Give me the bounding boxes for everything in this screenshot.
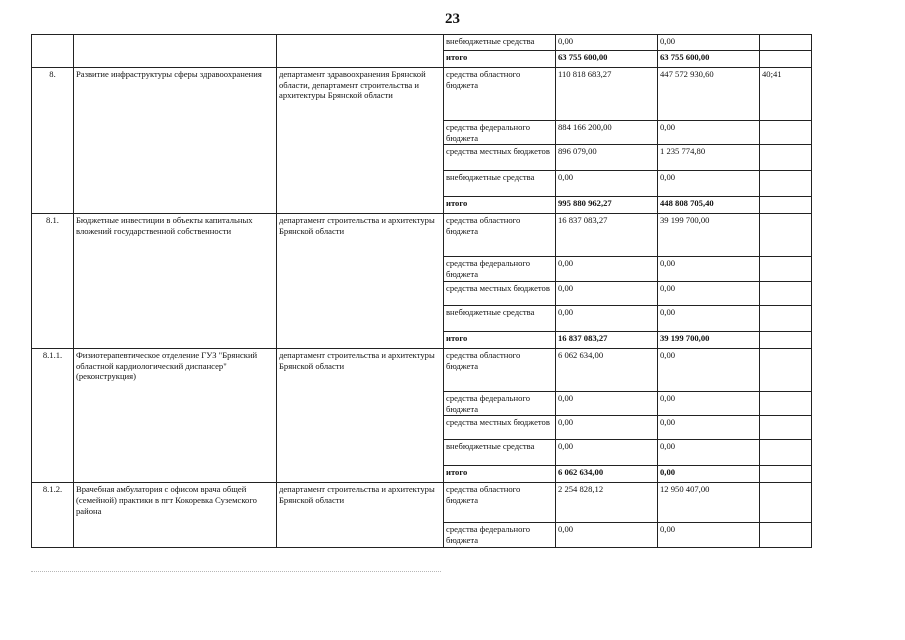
funding-source-cell: итого <box>444 197 556 214</box>
funding-source-cell: средства федерального бюджета <box>444 523 556 547</box>
executor-cell: департамент строительства и архитектуры Брянской области <box>277 483 444 547</box>
item-name-cell: Физиотерапевтическое отделение ГУЗ "Брянский областной кардиологический диспансер" (реконструкция) <box>74 348 277 482</box>
amount-cell: 0,00 <box>658 440 760 466</box>
funding-source-cell: итого <box>444 51 556 68</box>
item-name-cell: Бюджетные инвестиции в объекты капитальных вложений государственной собственности <box>74 214 277 348</box>
indicator-cell <box>760 121 812 145</box>
funding-source-cell: средства местных бюджетов <box>444 281 556 305</box>
item-name-cell: Врачебная амбулатория с офисом врача общей (семейной) практики в пгт Кокоревка Суземского района <box>74 483 277 547</box>
indicator-cell <box>760 305 812 331</box>
indicator-cell <box>760 257 812 281</box>
budget-table <box>31 34 812 548</box>
amount-cell: 0,00 <box>658 281 760 305</box>
funding-source-cell: внебюджетные средства <box>444 171 556 197</box>
amount-cell: 12 950 407,00 <box>658 483 760 523</box>
funding-source-cell: средства областного бюджета <box>444 214 556 257</box>
indicator-cell <box>760 416 812 440</box>
indicator-cell <box>760 440 812 466</box>
amount-cell: 0,00 <box>556 171 658 197</box>
amount-cell: 63 755 600,00 <box>658 51 760 68</box>
page-number: 23 <box>445 11 460 27</box>
amount-cell: 6 062 634,00 <box>556 348 658 391</box>
amount-cell: 63 755 600,00 <box>556 51 658 68</box>
indicator-cell <box>760 197 812 214</box>
item-number-cell: 8. <box>32 68 74 214</box>
amount-cell: 0,00 <box>556 35 658 51</box>
table-row <box>32 214 812 257</box>
funding-source-cell: внебюджетные средства <box>444 35 556 51</box>
amount-cell: 0,00 <box>658 523 760 547</box>
table-row <box>32 348 812 391</box>
executor-cell <box>277 35 444 68</box>
table-row <box>32 35 812 51</box>
amount-cell: 0,00 <box>658 466 760 483</box>
indicator-cell <box>760 483 812 523</box>
funding-source-cell: средства областного бюджета <box>444 68 556 121</box>
amount-cell: 0,00 <box>556 391 658 415</box>
indicator-cell <box>760 466 812 483</box>
indicator-cell <box>760 214 812 257</box>
amount-cell: 896 079,00 <box>556 145 658 171</box>
item-number-cell: 8.1. <box>32 214 74 348</box>
indicator-cell <box>760 391 812 415</box>
indicator-cell <box>760 51 812 68</box>
indicator-cell <box>760 523 812 547</box>
amount-cell: 0,00 <box>658 348 760 391</box>
amount-cell: 0,00 <box>658 35 760 51</box>
amount-cell: 2 254 828,12 <box>556 483 658 523</box>
executor-cell: департамент строительства и архитектуры Брянской области <box>277 348 444 482</box>
funding-source-cell: средства областного бюджета <box>444 483 556 523</box>
amount-cell: 0,00 <box>658 121 760 145</box>
amount-cell: 110 818 683,27 <box>556 68 658 121</box>
indicator-cell <box>760 171 812 197</box>
funding-source-cell: внебюджетные средства <box>444 440 556 466</box>
funding-source-cell: итого <box>444 466 556 483</box>
indicator-cell <box>760 35 812 51</box>
amount-cell: 39 199 700,00 <box>658 214 760 257</box>
amount-cell: 448 808 705,40 <box>658 197 760 214</box>
amount-cell: 0,00 <box>556 281 658 305</box>
amount-cell: 1 235 774,80 <box>658 145 760 171</box>
indicator-cell <box>760 331 812 348</box>
amount-cell: 16 837 083,27 <box>556 214 658 257</box>
funding-source-cell: средства федерального бюджета <box>444 257 556 281</box>
indicator-cell: 40;41 <box>760 68 812 121</box>
item-name-cell: Развитие инфраструктуры сферы здравоохранения <box>74 68 277 214</box>
amount-cell: 447 572 930,60 <box>658 68 760 121</box>
funding-source-cell: итого <box>444 331 556 348</box>
funding-source-cell: средства местных бюджетов <box>444 416 556 440</box>
item-number-cell: 8.1.1. <box>32 348 74 482</box>
table-row <box>32 68 812 121</box>
amount-cell: 995 880 962,27 <box>556 197 658 214</box>
amount-cell: 0,00 <box>556 257 658 281</box>
amount-cell: 0,00 <box>658 391 760 415</box>
executor-cell: департамент строительства и архитектуры Брянской области <box>277 214 444 348</box>
amount-cell: 0,00 <box>556 523 658 547</box>
executor-cell: департамент здравоохранения Брянской области, департамент строительства и архитектуры Брянской области <box>277 68 444 214</box>
amount-cell: 0,00 <box>658 305 760 331</box>
amount-cell: 884 166 200,00 <box>556 121 658 145</box>
table-row <box>32 483 812 523</box>
funding-source-cell: средства федерального бюджета <box>444 121 556 145</box>
funding-source-cell: средства областного бюджета <box>444 348 556 391</box>
amount-cell: 6 062 634,00 <box>556 466 658 483</box>
funding-source-cell: внебюджетные средства <box>444 305 556 331</box>
scan-bleed-line <box>31 571 441 576</box>
item-name-cell <box>74 35 277 68</box>
amount-cell: 0,00 <box>556 440 658 466</box>
amount-cell: 0,00 <box>556 305 658 331</box>
item-number-cell: 8.1.2. <box>32 483 74 547</box>
funding-source-cell: средства местных бюджетов <box>444 145 556 171</box>
item-number-cell <box>32 35 74 68</box>
amount-cell: 39 199 700,00 <box>658 331 760 348</box>
amount-cell: 0,00 <box>658 257 760 281</box>
amount-cell: 0,00 <box>658 171 760 197</box>
indicator-cell <box>760 145 812 171</box>
indicator-cell <box>760 281 812 305</box>
indicator-cell <box>760 348 812 391</box>
funding-source-cell: средства федерального бюджета <box>444 391 556 415</box>
amount-cell: 0,00 <box>556 416 658 440</box>
amount-cell: 16 837 083,27 <box>556 331 658 348</box>
amount-cell: 0,00 <box>658 416 760 440</box>
